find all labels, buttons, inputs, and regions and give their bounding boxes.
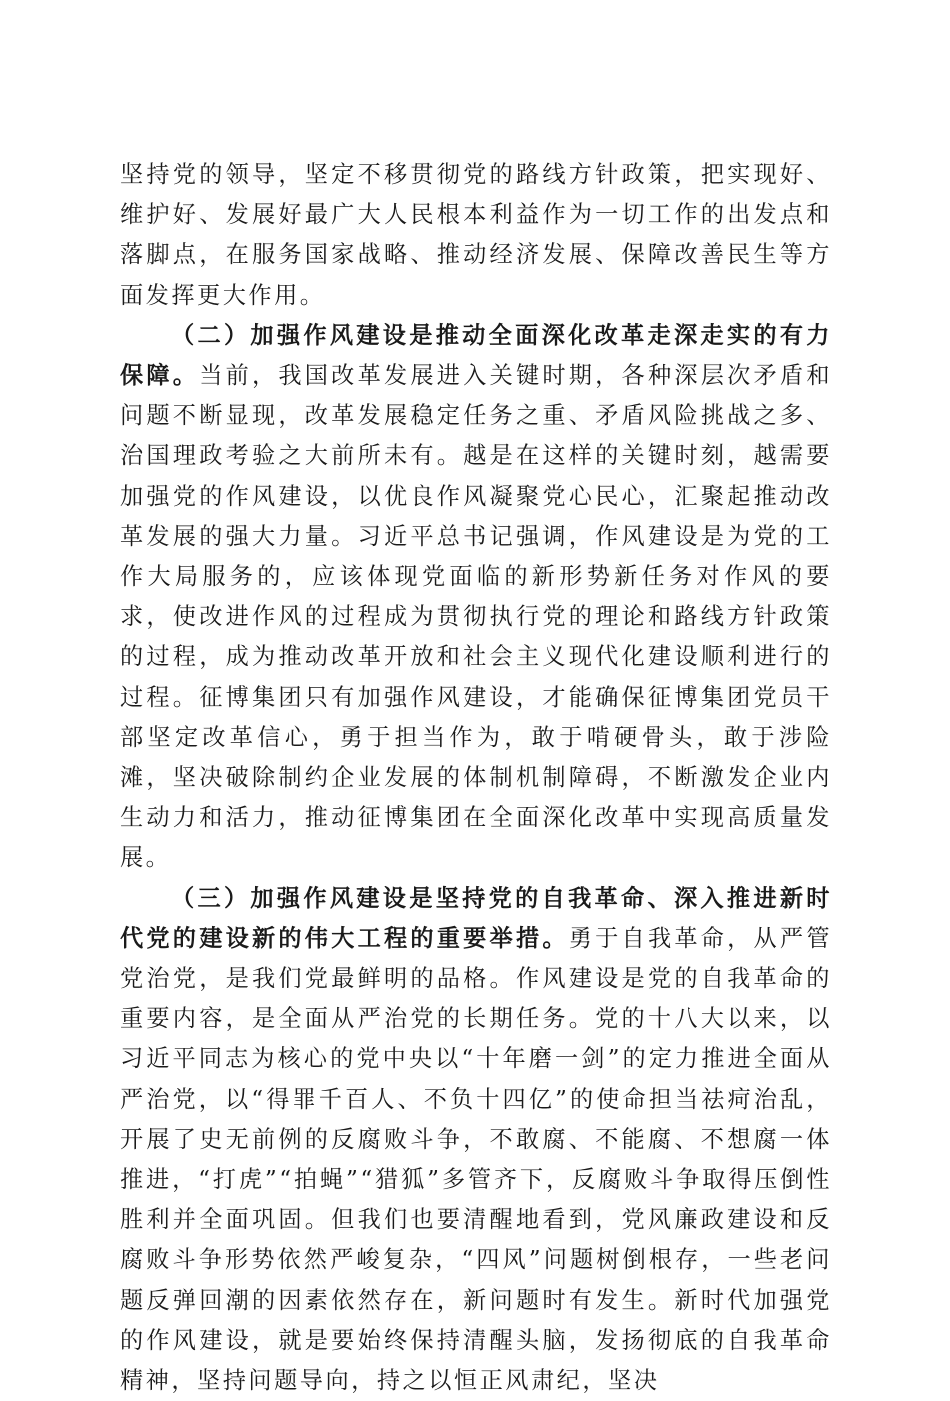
section-heading-3: （三）加强作风建设是坚持党的自我革命、深入推进新时代党的建设新的伟大工程的重要举措。: [120, 884, 832, 952]
paragraph-1-text: 坚持党的领导，坚定不移贯彻党的路线方针政策，把实现好、维护好、发展好最广大人民根本利益作为一切工作的出发点和落脚点，在服务国家战略、推动经济发展、保障改善民生等方面发挥更大作用。: [120, 161, 832, 309]
document-body: [120, 155, 832, 1401]
paragraph-1: [120, 155, 832, 316]
section-heading-2: （二）加强作风建设是推动全面深化改革走深走实的有力保障。: [120, 321, 832, 390]
paragraph-2-text: 当前，我国改革发展进入关键时期，各种深层次矛盾和问题不断显现，改革发展稳定任务之重、矛盾风险挑战之多、治国理政考验之大前所未有。越是在这样的关键时刻，越需要加强党的作风建设，以优良作风凝聚党心民心，汇聚起推动改革发展的强大力量。习近平总书记强调，作风建设是为党的工作大局服务的，应该体现党面临的新形势新任务对作风的要求，使改进作风的过程成为贯彻执行党的理论和路线方针政策的过程，成为推动改革开放和社会主义现代化建设顺利进行的过程。征博集团只有加强作风建设，才能确保征博集团党员干部坚定改革信心，勇于担当作为，敢于啃硬骨头，敢于涉险滩，坚决破除制约企业发展的体制机制障碍，不断激发企业内生动力和活力，推动征博集团在全面深化改革中实现高质量发展。: [120, 362, 833, 872]
paragraph-3: [120, 879, 832, 1401]
paragraph-3-text: 勇于自我革命，从严管党治党，是我们党最鲜明的品格。作风建设是党的自我革命的重要内容，是全面从严治党的长期任务。党的十八大以来，以习近平同志为核心的党中央以“十年磨一剑”的定力推进全面从严治党，以“得罪千百人、不负十四亿”的使命担当祛疴治乱，开展了史无前例的反腐败斗争，不敢腐、不能腐、不想腐一体推进，“打虎”“拍蝇”“猎狐”多管齐下，反腐败斗争取得压倒性胜利并全面巩固。但我们也要清醒地看到，党风廉政建设和反腐败斗争形势依然严峻复杂，“四风”问题树倒根存，一些老问题反弹回潮的因素依然存在，新问题时有发生。新时代加强党的作风建设，就是要始终保持清醒头脑，发扬彻底的自我革命精神，坚持问题导向，持之以恒正风肃纪，坚决: [120, 924, 833, 1395]
paragraph-2: [120, 316, 832, 879]
